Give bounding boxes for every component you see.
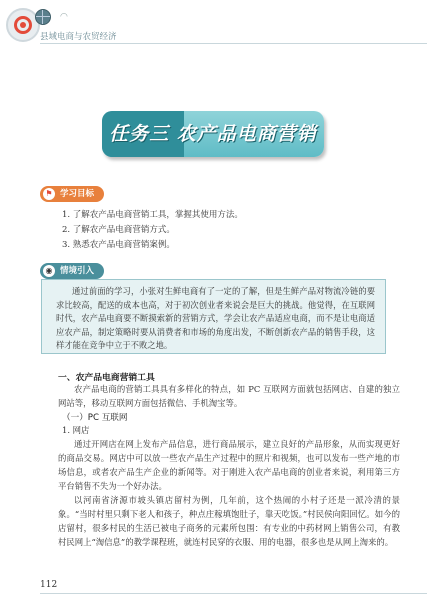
globe-icon [35,9,51,25]
section-heading: 一、农产品电商营销工具 [58,373,155,383]
goal-item: 3. 熟悉农产品电商营销案例。 [62,240,175,250]
page-number: 112 [40,580,58,590]
camera-icon: ◉ [43,265,55,277]
target-dot-icon [20,22,26,28]
scenario-label: 情境引入 [60,266,95,276]
flag-icon: ⚑ [43,188,55,200]
learning-goals-list [62,208,243,253]
subsection-heading: （一）PC 互联网 [62,413,128,423]
header-divider [40,43,427,44]
task-title: 任务三 农产品电商营销 [109,123,317,145]
task-banner [102,111,324,157]
goal-item: 2. 了解农产品电商营销方式。 [62,225,175,235]
goal-item: 1. 了解农产品电商营销工具，掌握其使用方法。 [62,210,243,220]
body-paragraph: 通过开网店在网上发布产品信息，进行商品展示，建立良好的产品形象，从而实现更好的商品交易。网店中可以放一些农产品生产过程中的照片和视频，也可以发布一些产地的市场信息，或者农产品生产企业的新闻等。对于刚进入农产品电商的创业者来说，利用第三方平台销售不失为一个好办法。 [58,439,400,491]
page-header [0,0,427,50]
learning-goals-tag [40,186,104,202]
sub-subsection-heading: 1. 网店 [62,425,90,435]
footer-divider [40,593,427,594]
scenario-box [41,279,386,354]
wifi-icon: ◠ [60,12,68,22]
learning-goals-label: 学习目标 [60,189,95,199]
scenario-tag [40,263,104,279]
scenario-text: 通过前面的学习，小张对生鲜电商有了一定的了解，但是生鲜产品对物流冷链的要求比较高，配送的成本也高，对于初次创业者来说会是巨大的挑战。他觉得，在互联网时代，农产品电商要不断摸索新的营销方式，学会让农产品适应电商，而不是让电商适应农产品，制定策略时要从消费者和市场的角度出发，不断创新农产品的销售手段，这样才能在竞争中立于不败之地。 [56,286,375,351]
running-header-title: 县域电商与农贸经济 [40,32,117,42]
body-paragraph: 农产品电商的营销工具具有多样化的特点，如 PC 互联网方面就包括网店、自建的独立网站等，移动互联网方面包括微信、手机淘宝等。 [58,384,400,408]
body-paragraph: 以河南省济源市坡头镇店留村为例，几年前，这个热闹的小村子还是一派冷清的景象。“当时村里只剩下老人和孩子，种点庄稼填饱肚子，靠天吃饭。”村民侯向阳回忆。如今的店留村，很多村民的生活已被电子商务的元素所包围：有专业的中药材网上销售公司，有教村民网上“淘信息”的教学课程班，就连村民穿的衣服、用的电器，很多也是从网上淘来的。 [58,495,400,547]
